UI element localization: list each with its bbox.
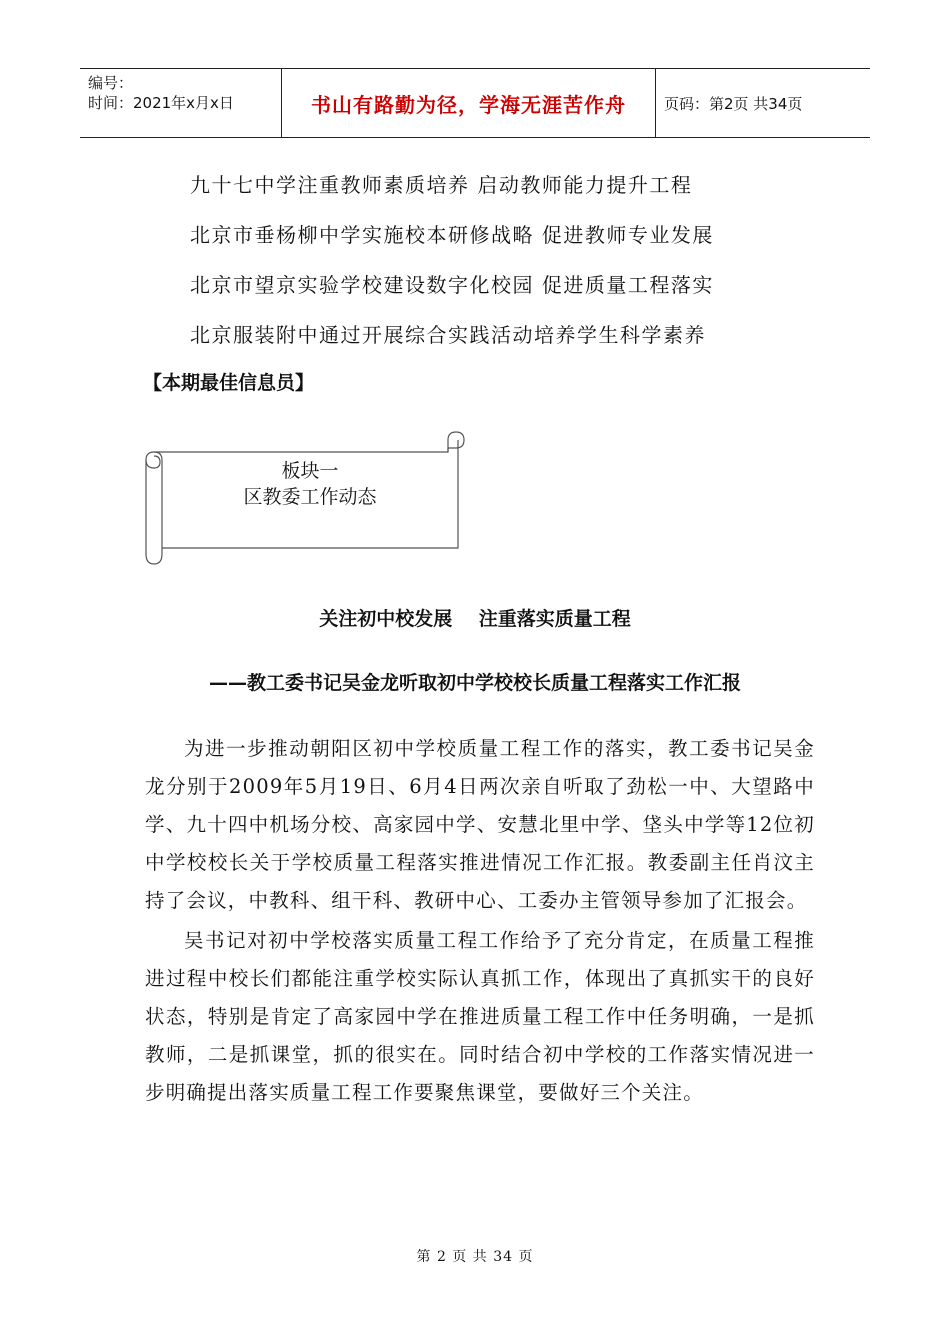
best-informer-heading: 【本期最佳信息员】: [143, 372, 315, 394]
page-footer: 第 2 页 共 34 页: [416, 1249, 534, 1265]
headline-item: 北京市垂杨柳中学实施校本研修战略 促进教师专业发展: [190, 223, 714, 247]
header-meta: [80, 69, 282, 137]
article-body: [145, 730, 815, 1114]
article-paragraph: 吴书记对初中学校落实质量工程工作给予了充分肯定，在质量工程推进过程中校长们都能注重学校实际认真抓工作，体现出了真抓实干的良好状态，特别是肯定了高家园中学在推进质量工程工作中任务明确，一是抓教师，二是抓课堂，抓的很实在。同时结合初中学校的工作落实情况进一步明确提出落实质量工程工作要聚焦课堂，要做好三个关注。: [145, 929, 815, 1104]
page-header: [80, 68, 870, 138]
article-paragraph: 为进一步推动朝阳区初中学校质量工程工作的落实，教工委书记吴金龙分别于2009年5月19日、6月4日两次亲自听取了劲松一中、大望路中学、九十四中机场分校、高家园中学、安慧北里中学、垡头中学等12位初中学校校长关于学校质量工程落实推进情况工作汇报。教委副主任肖汶主持了会议，中教科、组干科、教研中心、工委办主管领导参加了汇报会。: [145, 737, 815, 912]
banner-text: [160, 458, 460, 510]
headline-item: 北京市望京实验学校建设数字化校园 促进质量工程落实: [190, 273, 714, 297]
banner-line1: 板块一: [281, 460, 339, 482]
headline-item: 北京服装附中通过开展综合实践活动培养学生科学素养: [190, 323, 706, 347]
headline-item: 九十七中学注重教师素质培养 启动教师能力提升工程: [190, 173, 693, 197]
header-motto: 书山有路勤为径，学海无涯苦作舟: [282, 69, 656, 137]
doc-time-label: 时间：2021年x月x日: [88, 94, 234, 112]
headline-list: [190, 168, 714, 368]
doc-number-label: 编号：: [88, 74, 134, 92]
article-title: 关注初中校发展 注重落实质量工程: [319, 608, 631, 630]
section-banner: [140, 430, 470, 570]
banner-line2: 区教委工作动态: [243, 486, 377, 508]
header-page-code: 页码：第2页 共34页: [664, 94, 803, 113]
article-subtitle: ——教工委书记吴金龙听取初中学校校长质量工程落实工作汇报: [208, 672, 741, 694]
